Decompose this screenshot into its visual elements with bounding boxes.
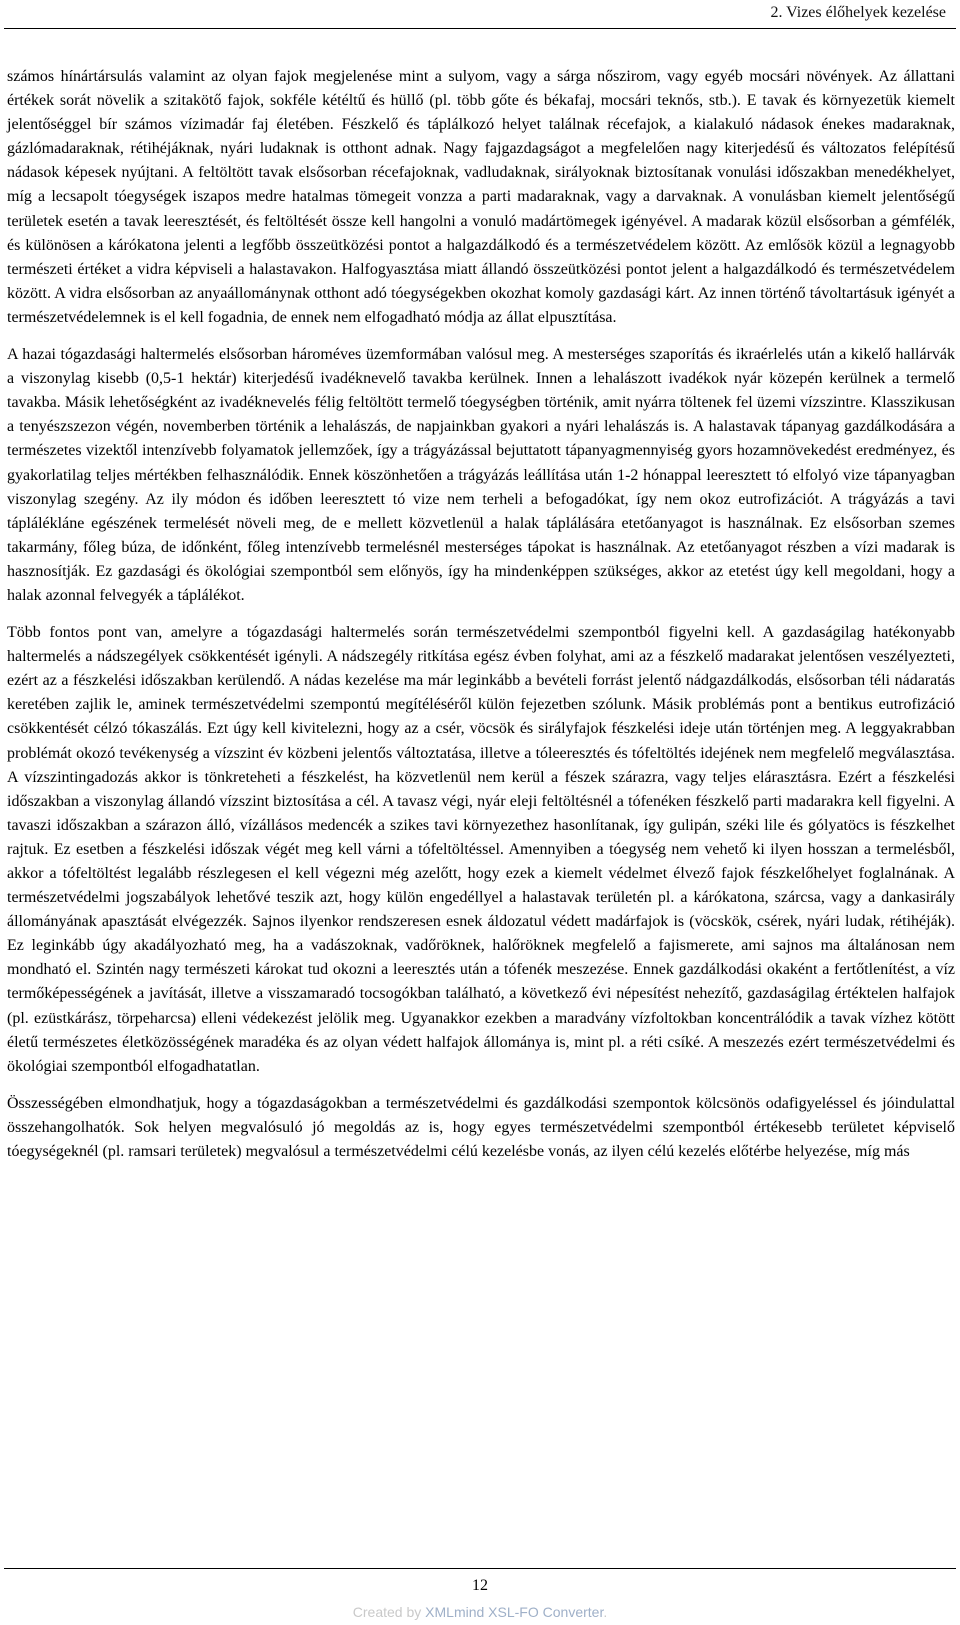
page-header bbox=[0, 0, 960, 28]
header-divider bbox=[4, 28, 956, 29]
page-number: 12 bbox=[472, 1577, 488, 1594]
creator-link[interactable]: XMLmind XSL-FO Converter bbox=[425, 1604, 604, 1620]
paragraph-2: A hazai tógazdasági haltermelés elsősorban hároméves üzemformában valósul meg. A mesterséges szaporítás és ikraérlelés után a kikelő hallárvák a viszonylag kisebb (0,5-1 hektár) kiterjedésű ivadéknevelő tavakba kerülnek. Innen a lehalászott ivadékok nyár közepén kerülnek a termelő tavakba. Másik lehetőségként az ivadéknevelés félig feltöltött termelő tóegységben történik, amit nyárra töltenek fel üzemi vízszintre. Klasszikusan a tenyészszezon végén, novemberben történik a lehalászás, de napjainkban gyakori a nyári lehalászás is. A halastavak tápanyag gazdálkodására a természetes vizektől intenzívebb folyamatok jellemzőek, így a trágyázással bejuttatott tápanyagmennyiség gyors hozamnövekedést eredményez, és gyakorlatilag teljes mértékben felhasználódik. Ennek köszönhetően a trágyázás leállítása után 1-2 hónappal leeresztett tó elfolyó vize tápanyagban viszonylag szegény. Az ily módon és időben leeresztett tó vize nem terheli a befogadókat, így nem okoz eutrofizációt. A trágyázás a tavi táplálékláne egészének termelését növeli meg, de e mellett közvetlenül a halak táplálására etetőanyagot is használnak. Ez elsősorban szemes takarmány, főleg búza, de időnként, főleg intenzívebb termelésnél mesterséges tápokat is használnak. Az etetőanyagot részben a vízi madarak is hasznosítják. Ez gazdasági és ökológiai szempontból sem előnyös, így ha mindenképpen szükséges, akkor az etetést úgy kell megoldani, hogy a halak azonnal felvegyék a táplálékot. bbox=[7, 346, 955, 604]
page-footer bbox=[0, 1568, 960, 1625]
paragraph-1: számos hínártársulás valamint az olyan fajok megjelenése mint a sulyom, vagy a sárga nőszirom, vagy egyéb mocsári növények. Az állattani értékek sorát növelik a szitakötő fajok, sokféle kétéltű és hüllő (pl. több gőte és békafaj, mocsári teknős, stb.). E tavak és környezetük kiemelt jelentőséggel bír számos vízimadár faj életében. Fészkelő és táplálkozó helyet találnak récefajok, a kialakuló nádasok énekes madaraknak, gázlómadaraknak, rétihéjáknak, nyári ludaknak is otthont adnak. Nagy fajgazdagságot a megfelelően nagy kiterjedésű és változatos felépítésű nádasok képesek nyújtani. A feltöltött tavak elsősorban récefajoknak, vadludaknak, sirályoknak biztosítanak vonulási időszakban menedékhelyet, míg a lecsapolt tóegységek iszapos medre hatalmas tömegeit vonzza a parti madaraknak, vagy a darvaknak. A vonulásban kiemelt jelentőségű területek esetén a tavak leeresztését, és feltöltését össze kell hangolni a vonuló madártömegek igényével. A madarak közül elsősorban a gémfélék, és különösen a kárókatona jelenti a legfőbb összeütközési pontot a halgazdálkodó és a természetvédelem között. Az emlősök közül a legnagyobb természeti értéket a vidra képviseli a halastavakon. Halfogyasztása miatt állandó összeütközési pontot jelent a halgazdálkodó és természetvédelem között. A vidra elsősorban az anyaállománynak otthont adó tóegységekben okozhat komoly gazdasági kárt. Az innen történő távoltartásuk igényét a természetvédelemnek is el kell fogadnia, de ennek nem elfogadható módja az állat elpusztítása. bbox=[7, 68, 955, 326]
creator-suffix: . bbox=[603, 1604, 608, 1620]
creator-prefix: Created by bbox=[352, 1604, 426, 1620]
page-body bbox=[7, 65, 955, 1164]
paragraph-4: Összességében elmondhatjuk, hogy a tógazdaságokban a természetvédelmi és gazdálkodási szempontok kölcsönös odafigyeléssel és jóindulattal összehangolhatók. Sok helyen megvalósuló jó megoldás az is, hogy egyes természetvédelmi szempontból értékesebb területet képviselő tóegységeknél (pl. ramsari területek) megvalósul a természetvédelmi célú kezelésbe vonás, az ilyen célú kezelés előtérbe helyezése, míg más bbox=[7, 1094, 955, 1161]
creator-credit bbox=[0, 1603, 960, 1621]
paragraph-3: Több fontos pont van, amelyre a tógazdasági haltermelés során természetvédelmi szempontból figyelni kell. A gazdaságilag hatékonyabb haltermelés a nádszegélyek csökkentését igényli. A nádszegély ritkítása egész évben folyhat, ami az a fészkelő madarakat jelentősen veszélyezteti, ezért az a fészkelési időszakban kerülendő. A nádas kezelése ma már leginkább a bevételi forrást jelentő nádgazdálkodás, elsősorban téli nádaratás keretében zajlik le, aminek természetvédelmi szempontú megítéléséről külön fejezetben szólunk. Másik problémás pont a bentikus eutrofizáció csökkentését célzó tókaszálás. Ezt úgy kell kivitelezni, hogy az a csér, vöcsök és sirályfajok fészkelési ideje után történjen meg. A leggyakrabban problémát okozó tevékenység a vízszint év közbeni jelentős változtatása, illetve a tóleeresztés és tófeltöltés idejének nem megfelelő megválasztása. A vízszintingadozás akkor is tönkreteheti a fészkelést, ha közvetlenül nem kerül a fészek szárazra, vagy teljes elárasztásra. Ezért a fészkelési időszakban a viszonylag állandó vízszint biztosítása a cél. A tavasz végi, nyár eleji feltöltésnél a tófenéken fészkelő parti madarakra kell figyelni. A tavaszi időszakban a szárazon álló, vízállásos medencék a szikes tavi környezethez hasonlítanak, így gulipán, széki lile és gólyatöcs is fészkelhet rajtuk. Ez esetben a fészkelési időszak végét meg kell várni a tófeltöltéssel. Amennyiben a tóegység nem vehető ki ilyen hosszan a termelésből, akkor a tófeltöltést legalább részlegesen el kell végezni még azelőtt, hogy ezek a kiemelt védelmet élvező fajok fészkelőhelyet foglalnának. A természetvédelmi jogszabályok lehetővé teszik azt, hogy külön engedéllyel a halastavak területén pl. a kárókatona, szárcsa, vagy a dankasirály állományának apasztását elvégezzék. Sajnos ilyenkor rendszeresen esnek áldozatul védett madárfajok is (vöcskök, csérek, nyári ludak, rétihéják). Ez leginkább úgy akadályozható meg, ha a vadászoknak, vadőröknek, halőröknek megfelelő a fajismerete, ami sajnos ma általánosan nem mondható el. Szintén nagy természeti károkat tud okozni a leeresztés után a tófenék meszezése. Ennek gazdálkodási okaként a fertőtlenítést, a víz termőképességének a javítását, illetve a visszamaradó tocsogókban található, a következő évi népesítést nehezítő, gazdaságilag értéktelen halfajok (pl. ezüstkárász, törpeharcsa) elleni védekezést jelölik meg. Ugyanakkor ezekben a maradvány vízfoltokban koncentrálódik a tavak vízhez kötött életű természetes életközösségének maradéka és az olyan védett halfajok állománya is, mint pl. a réti csíké. A meszezés ezért természetvédelmi és ökológiai szempontból elfogadhatatlan. bbox=[7, 624, 955, 1075]
chapter-title: 2. Vizes élőhelyek kezelése bbox=[770, 4, 946, 21]
footer-divider bbox=[4, 1568, 956, 1569]
